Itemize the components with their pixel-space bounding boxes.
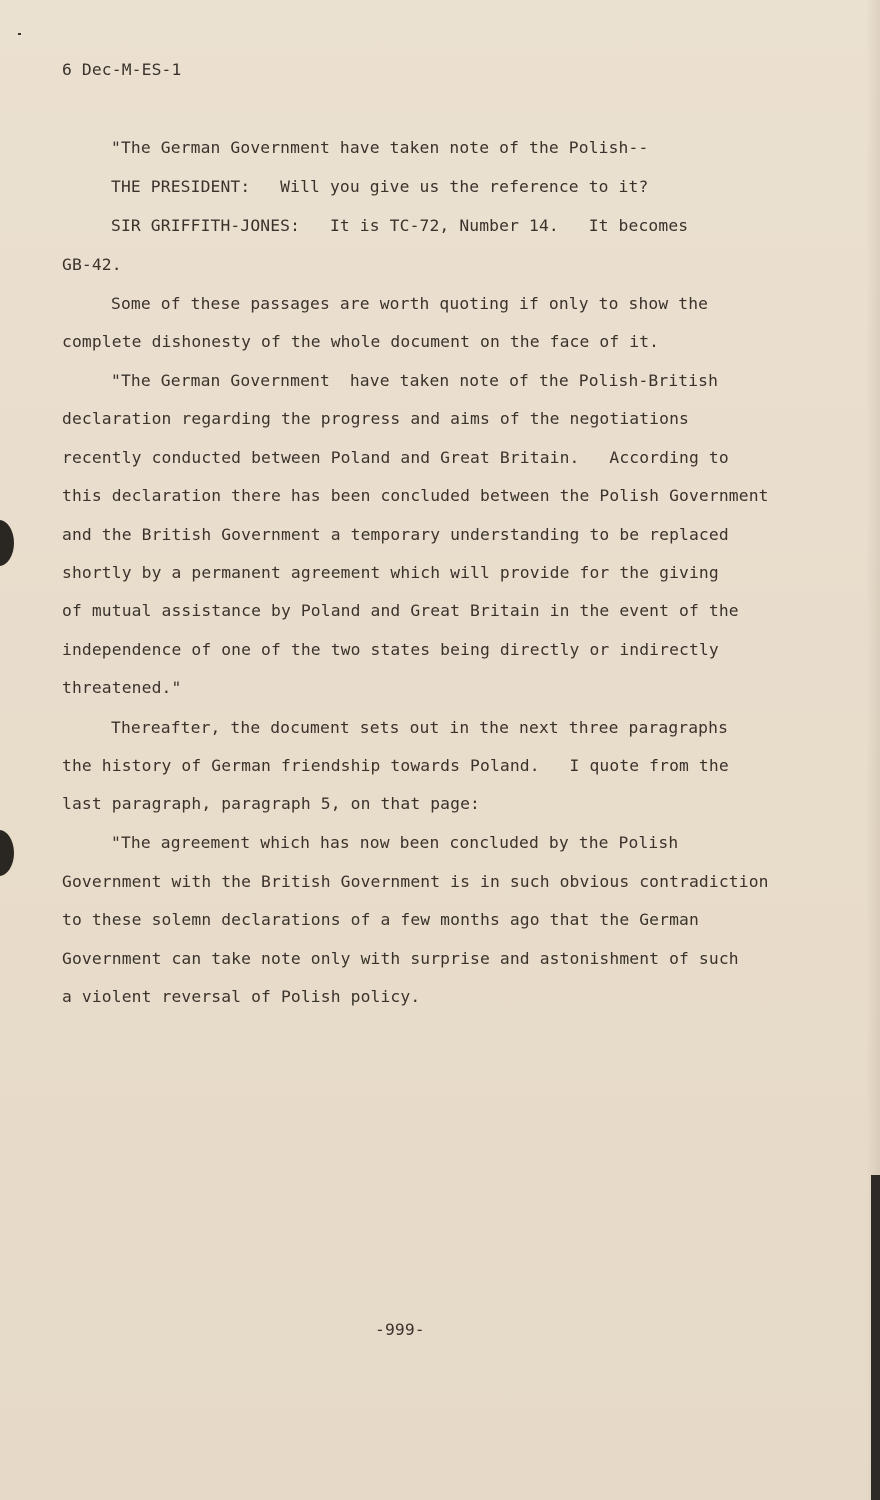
punch-hole-lower xyxy=(0,830,14,876)
text-line: the history of German friendship towards Poland. I quote from the xyxy=(62,756,729,775)
text-line: "The German Government have taken note of the Polish-- xyxy=(111,138,649,157)
text-line: Thereafter, the document sets out in the next three paragraphs xyxy=(111,718,729,737)
text-line: SIR GRIFFITH-JONES: It is TC-72, Number 14. It becomes xyxy=(111,216,689,235)
text-line: threatened." xyxy=(62,678,182,697)
header-reference: 6 Dec-M-ES-1 xyxy=(62,60,182,79)
text-line: a violent reversal of Polish policy. xyxy=(62,987,421,1006)
text-line: "The German Government have taken note of the Polish-British xyxy=(111,371,719,390)
text-line: Government with the British Government is in such obvious contradiction xyxy=(62,872,769,891)
text-line: to these solemn declarations of a few months ago that the German xyxy=(62,910,699,929)
text-line: recently conducted between Poland and Great Britain. According to xyxy=(62,448,729,467)
text-line: Some of these passages are worth quoting if only to show the xyxy=(111,294,709,313)
text-line: "The agreement which has now been concluded by the Polish xyxy=(111,833,679,852)
text-line: shortly by a permanent agreement which will provide for the giving xyxy=(62,563,719,582)
page-number: -999- xyxy=(375,1320,425,1339)
text-line: and the British Government a temporary understanding to be replaced xyxy=(62,525,729,544)
binder-strip xyxy=(871,1175,880,1500)
text-line: THE PRESIDENT: Will you give us the reference to it? xyxy=(111,177,649,196)
ink-speck xyxy=(18,33,21,35)
text-line: independence of one of the two states being directly or indirectly xyxy=(62,640,719,659)
text-line: declaration regarding the progress and aims of the negotiations xyxy=(62,409,689,428)
text-line: GB-42. xyxy=(62,255,122,274)
text-line: this declaration there has been concluded between the Polish Government xyxy=(62,486,769,505)
text-line: Government can take note only with surprise and astonishment of such xyxy=(62,949,739,968)
text-line: complete dishonesty of the whole document on the face of it. xyxy=(62,332,660,351)
text-line: of mutual assistance by Poland and Great Britain in the event of the xyxy=(62,601,739,620)
text-line: last paragraph, paragraph 5, on that page: xyxy=(62,794,480,813)
punch-hole-upper xyxy=(0,520,14,566)
